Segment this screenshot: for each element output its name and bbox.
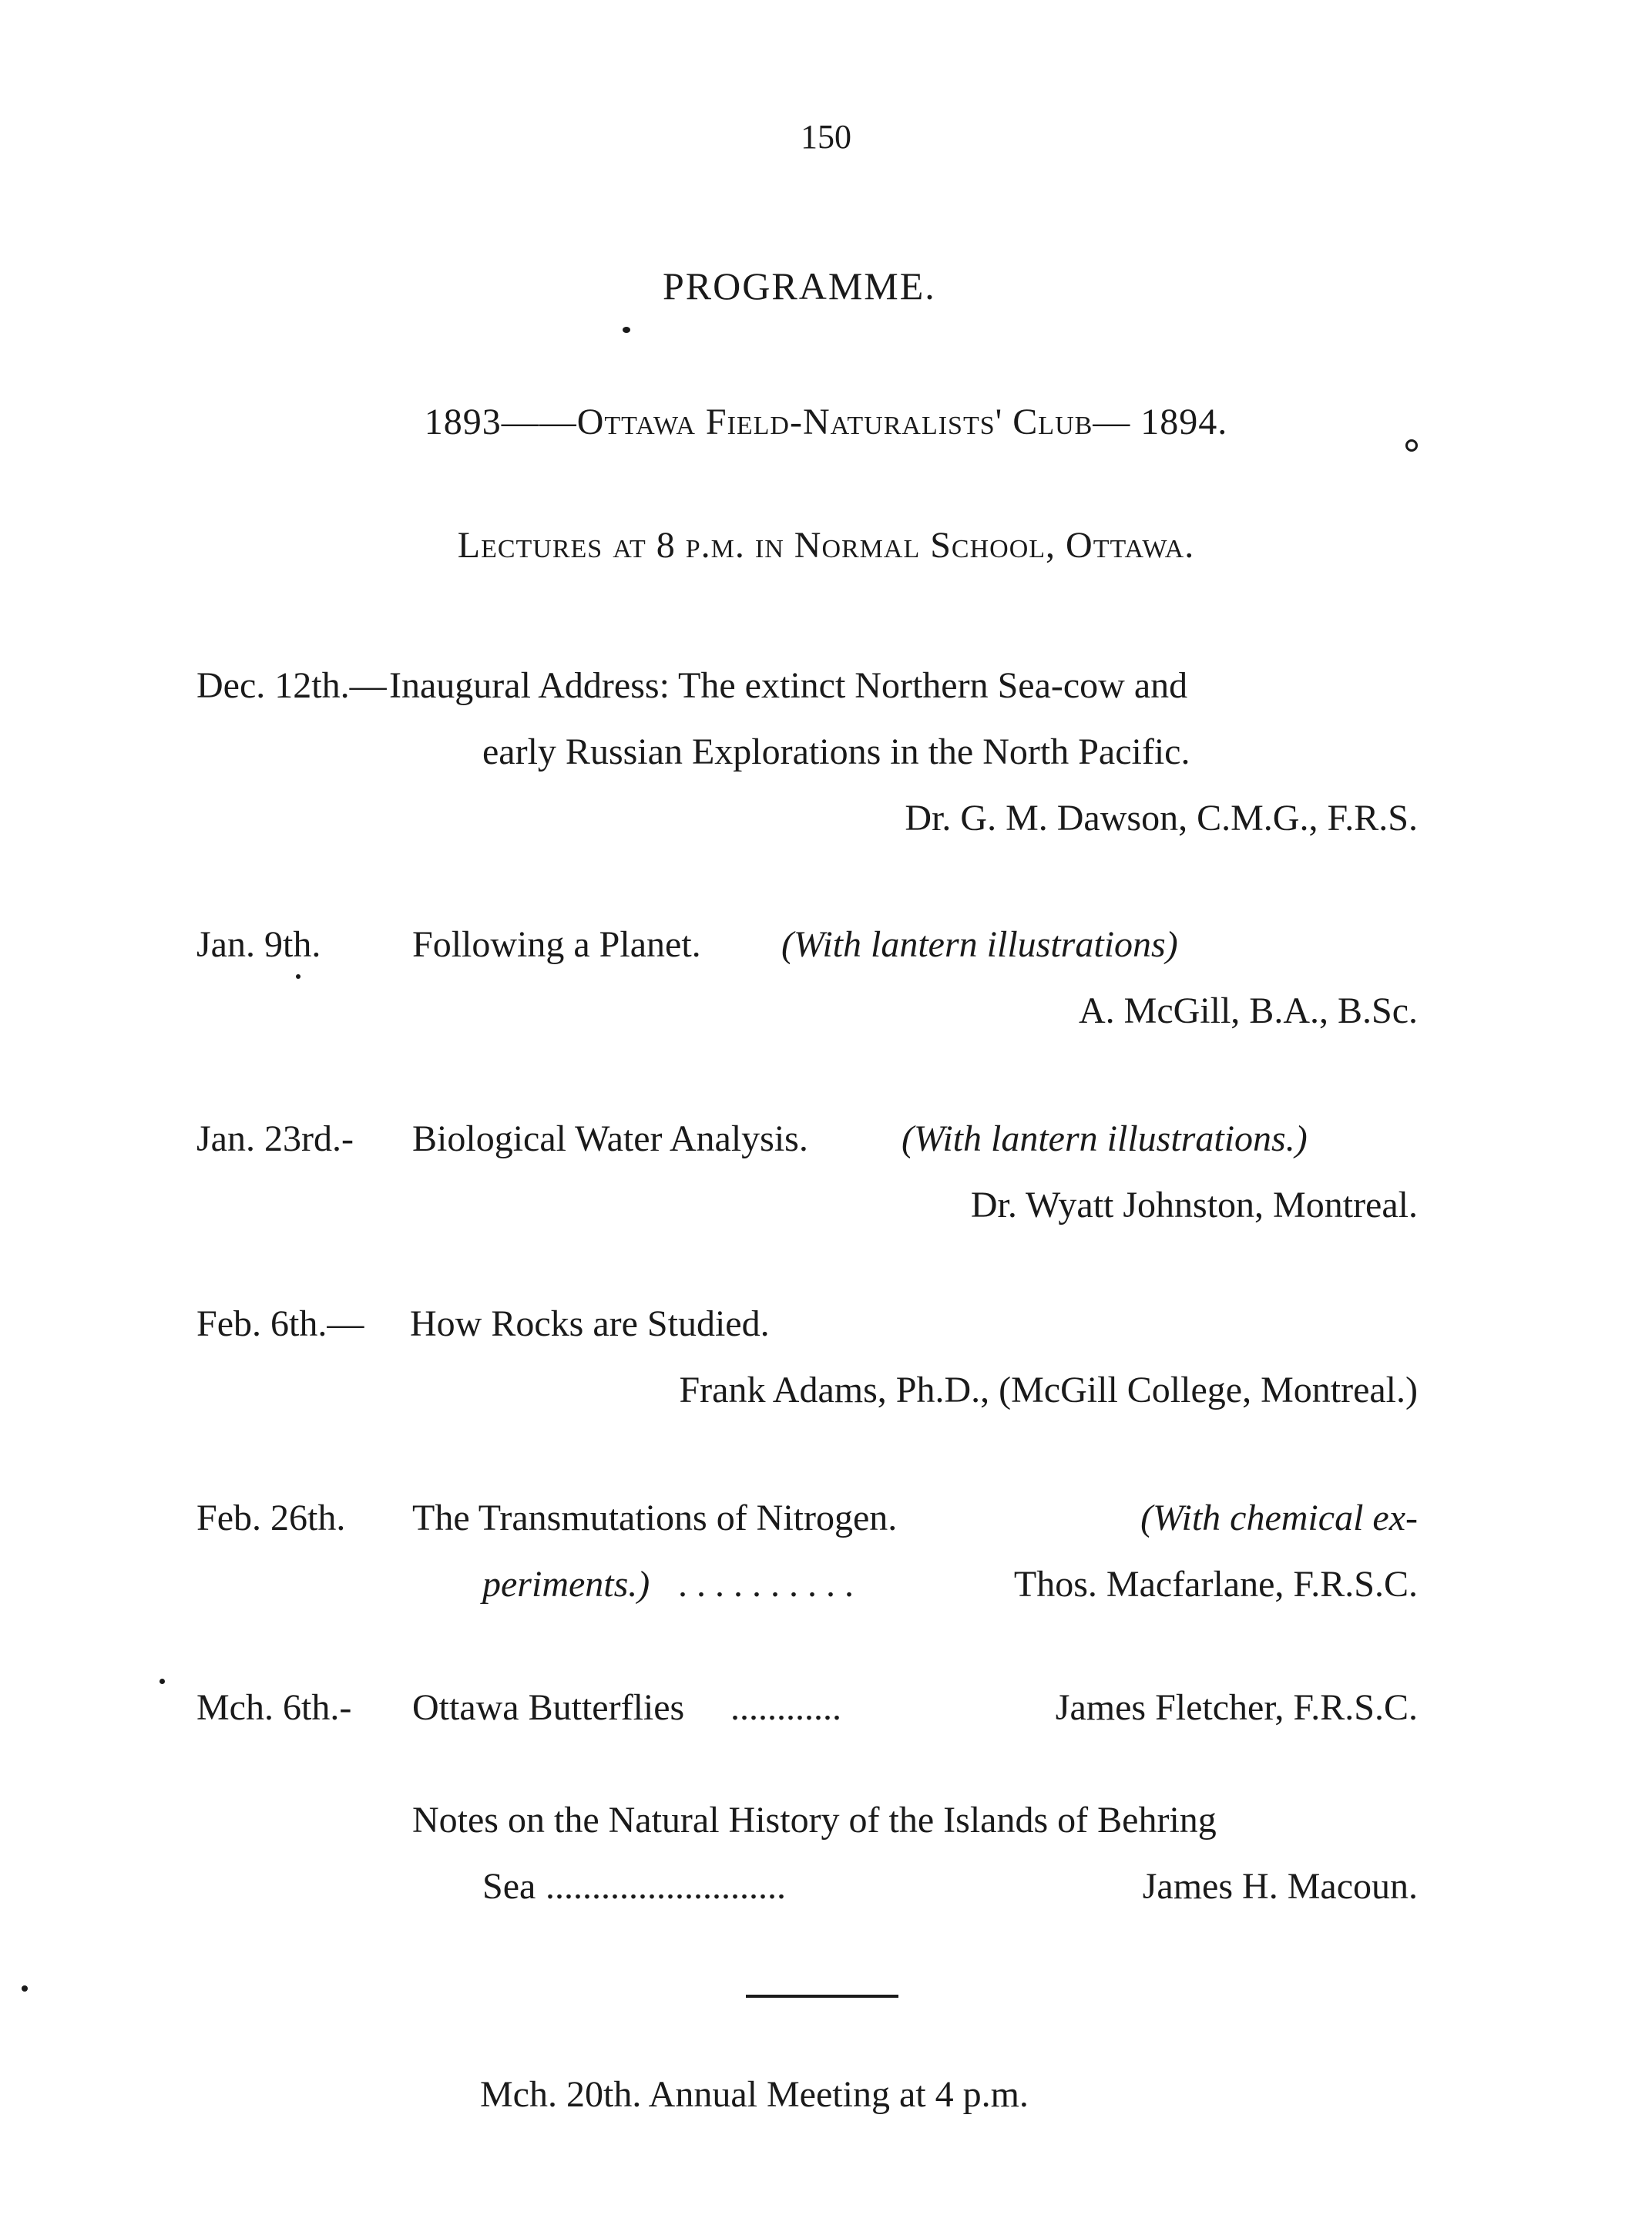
entry-note-continuation: periments.) (482, 1564, 650, 1605)
print-speck (22, 1985, 28, 1992)
entry-note-chemical: (With chemical ex- (1140, 1498, 1418, 1538)
print-speck (623, 327, 630, 333)
print-speck (296, 974, 301, 979)
print-speck (159, 1679, 165, 1684)
entry-date-jan-23: Jan. 23rd.- (196, 1118, 354, 1159)
leader-dots: . . . . . . . . . . (678, 1564, 854, 1605)
entry-speaker-johnston: Dr. Wyatt Johnston, Montreal. (970, 1185, 1418, 1225)
entry-speaker-dawson: Dr. G. M. Dawson, C.M.G., F.R.S. (905, 798, 1418, 839)
page-title: PROGRAMME. (663, 264, 936, 308)
entry-title-nitrogen-row (412, 1497, 1418, 1540)
entry-note-lantern: (With lantern illustrations.) (902, 1118, 1308, 1159)
entry-title-rocks: How Rocks are Studied. (410, 1303, 770, 1344)
entry-date-dec-12: Dec. 12th.— (196, 665, 387, 706)
entry-date-jan-9: Jan. 9th. (196, 924, 321, 965)
entry-title-continuation: early Russian Explorations in the North Pacific. (482, 731, 1190, 772)
entry-speaker-mcgill: A. McGill, B.A., B.Sc. (1078, 990, 1418, 1031)
print-speck (1405, 439, 1418, 452)
entry-date-mch-6: Mch. 6th.- (196, 1687, 352, 1728)
entry-title-water-analysis: Biological Water Analysis. (412, 1118, 808, 1159)
leader-dots: ............ (730, 1687, 841, 1728)
leader-dots: .......................... (546, 1866, 786, 1907)
entry-title-continuation: Sea (482, 1866, 536, 1907)
entry-speaker-macfarlane: Thos. Macfarlane, F.R.S.C. (1013, 1564, 1418, 1605)
entry-title-inaugural-address: Inaugural Address: The extinct Northern Sea-cow and (389, 665, 1188, 706)
entry-date-feb-26: Feb. 26th. (196, 1498, 346, 1538)
annual-meeting-note: Mch. 20th. Annual Meeting at 4 p.m. (480, 2074, 1029, 2115)
club-heading: 1893——Ottawa Field-Naturalists' Club— 1894. (424, 402, 1228, 442)
entry-title-behring-notes: Notes on the Natural History of the Islands of Behring (412, 1800, 1217, 1841)
entry-speaker-adams: Frank Adams, Ph.D., (McGill College, Montreal.) (679, 1370, 1418, 1410)
page-number: 150 (801, 118, 851, 156)
entry-title-butterflies: Ottawa Butterflies (412, 1687, 685, 1728)
entry-title-following-planet: Following a Planet. (412, 924, 701, 965)
section-divider (746, 1995, 898, 1998)
lectures-heading: Lectures at 8 p.m. in Normal School, Ottawa. (457, 525, 1195, 566)
entry-note-lantern: (With lantern illustrations) (781, 924, 1178, 965)
entry-date-feb-6: Feb. 6th.— (196, 1303, 364, 1344)
entry-speaker-fletcher: James Fletcher, F.R.S.C. (1055, 1687, 1418, 1728)
entry-speaker-macoun: James H. Macoun. (1142, 1866, 1418, 1907)
entry-title-nitrogen: The Transmutations of Nitrogen. (412, 1498, 898, 1538)
